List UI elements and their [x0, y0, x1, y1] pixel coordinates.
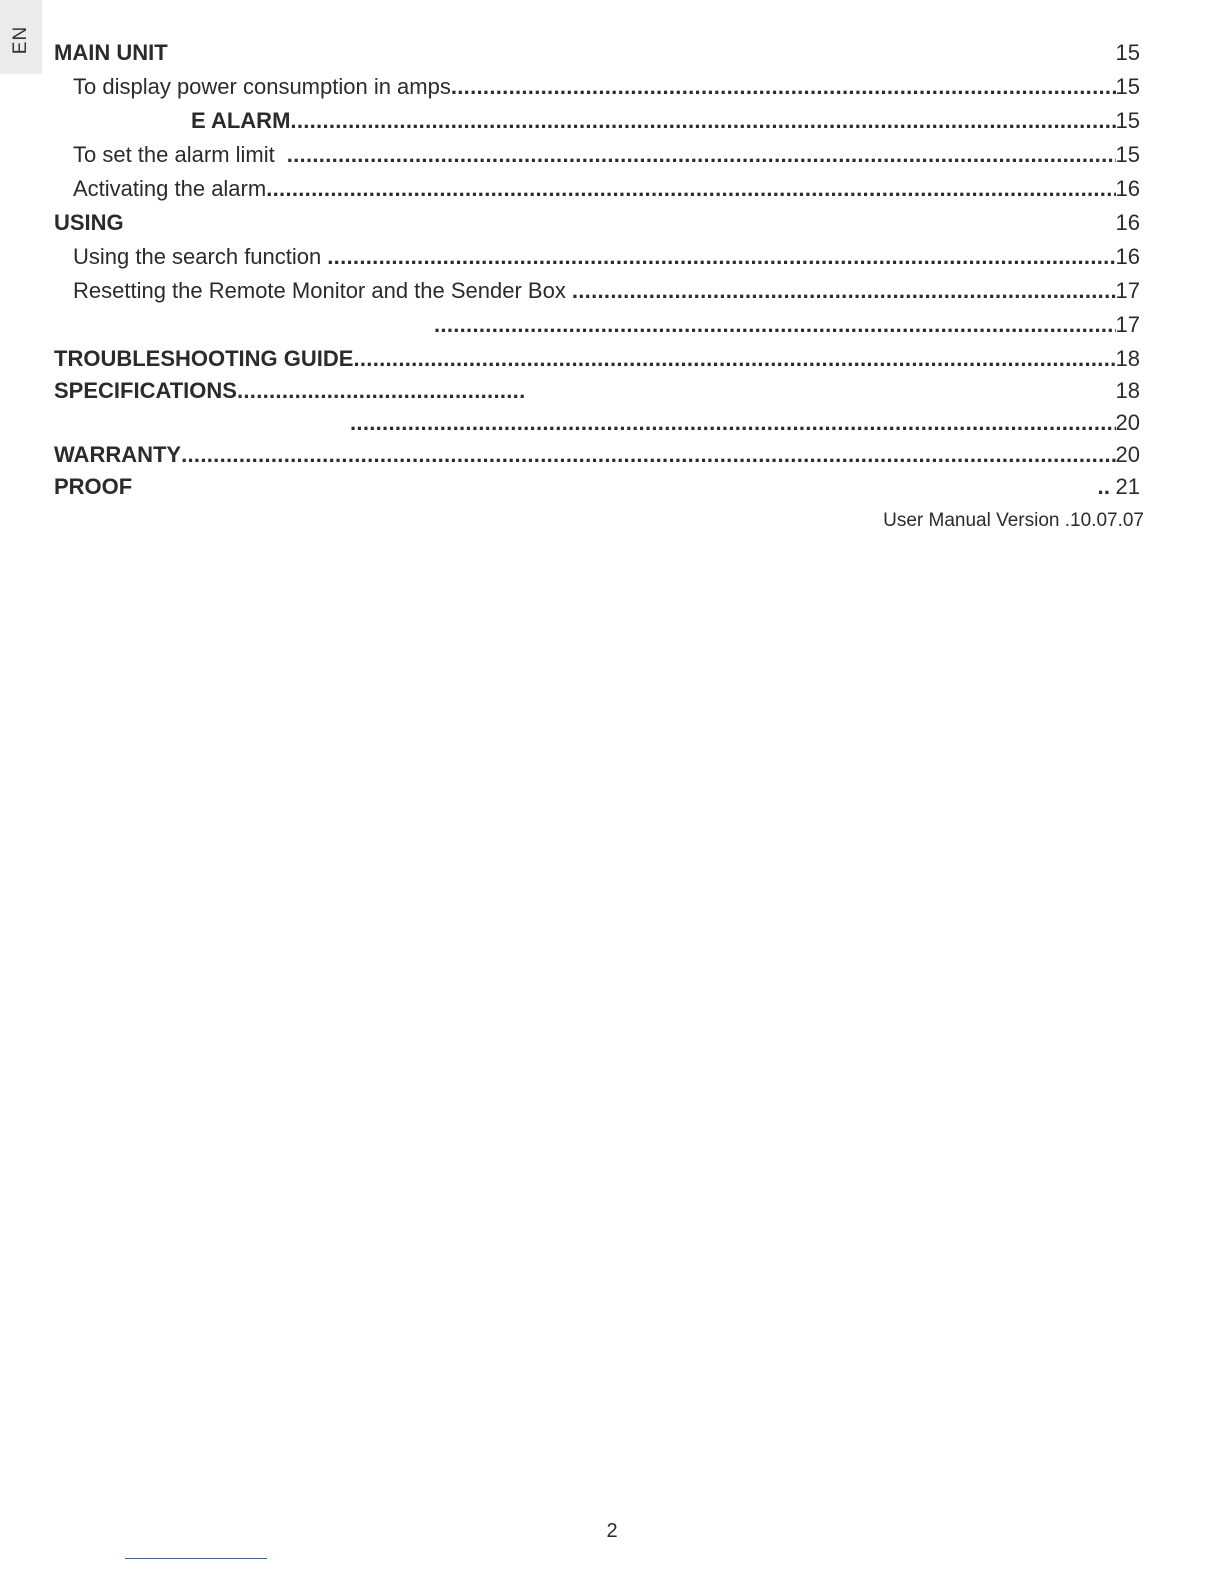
language-tab — [0, 0, 42, 74]
toc-entry-page: 17 — [1115, 312, 1140, 337]
toc-leader-dots — [451, 74, 1116, 100]
toc-leader-dots — [287, 142, 1116, 168]
manual-version: User Manual Version .10.07.07 — [883, 510, 1144, 531]
toc-entry-page: 20 — [1115, 442, 1140, 467]
toc-entry-troubleshooting[interactable] — [54, 346, 1140, 378]
toc-entry-page: 15 — [1115, 142, 1140, 167]
toc-entry-label: Using the search function — [73, 244, 322, 269]
toc-entry-label: TROUBLESHOOTING GUIDE — [54, 346, 354, 371]
toc-leader-dots — [290, 108, 1115, 134]
toc-entry-label: To set the alarm limit — [73, 142, 275, 167]
toc-entry-label: E ALARM — [191, 108, 291, 133]
toc-leader-dots — [266, 176, 1115, 202]
toc-entry-label: Resetting the Remote Monitor and the Sender Box — [73, 278, 566, 303]
toc-entry-page: 18 — [1115, 346, 1140, 371]
toc-leader-dots — [434, 312, 1116, 338]
toc-entry-untitled-17[interactable] — [54, 312, 1140, 346]
toc-entry-page: 16 — [1115, 210, 1140, 235]
toc-entry-using[interactable] — [54, 210, 1140, 244]
toc-entry-main-unit[interactable] — [54, 40, 1140, 74]
toc-entry-label: MAIN UNIT — [54, 40, 168, 65]
toc-entry-page: 18 — [1115, 378, 1140, 403]
toc-entry-page: 20 — [1115, 410, 1140, 435]
toc-entry-page: 15 — [1115, 40, 1140, 65]
toc-entry-page: 15 — [1115, 74, 1140, 99]
toc-entry-untitled-20[interactable] — [54, 410, 1140, 442]
toc-leader-dots — [1098, 474, 1110, 500]
toc-entry-label: USING — [54, 210, 124, 235]
toc-leader-dots — [327, 244, 1115, 270]
toc-entry-page: 15 — [1115, 108, 1140, 133]
toc-entry-activating-alarm[interactable] — [54, 176, 1140, 210]
toc-entry-label: Activating the alarm — [73, 176, 267, 201]
toc-entry-search-function[interactable] — [54, 244, 1140, 278]
toc-entry-page: 17 — [1115, 278, 1140, 303]
toc-entry-page: 21 — [1115, 474, 1140, 499]
toc-entry-warranty[interactable] — [54, 442, 1140, 474]
toc-entry-label: SPECIFICATIONS — [54, 378, 237, 403]
toc-leader-dots — [181, 442, 1115, 468]
toc-entry-label: PROOF — [54, 474, 133, 499]
footer-link-underline — [125, 1558, 267, 1559]
toc-leader-dots — [350, 410, 1116, 436]
toc-leader-dots — [237, 378, 527, 404]
toc-entry-resetting[interactable] — [54, 278, 1140, 312]
language-tab-label: EN — [10, 25, 31, 55]
toc-entry-specifications[interactable] — [54, 378, 1140, 410]
toc-entry-page: 16 — [1115, 176, 1140, 201]
toc-entry-label: WARRANTY — [54, 442, 182, 467]
toc-leader-dots — [572, 278, 1116, 304]
page-number: 2 — [606, 1520, 618, 1542]
toc-entry-label: To display power consumption in amps — [73, 74, 451, 99]
toc-entry-page: 16 — [1115, 244, 1140, 269]
toc-entry-display-amps[interactable] — [54, 74, 1140, 108]
toc-leader-dots — [353, 346, 1115, 372]
toc-entry-alarm[interactable] — [54, 108, 1140, 142]
table-of-contents — [54, 40, 1140, 506]
toc-entry-proof[interactable] — [54, 474, 1140, 506]
toc-entry-set-alarm-limit[interactable] — [54, 142, 1140, 176]
